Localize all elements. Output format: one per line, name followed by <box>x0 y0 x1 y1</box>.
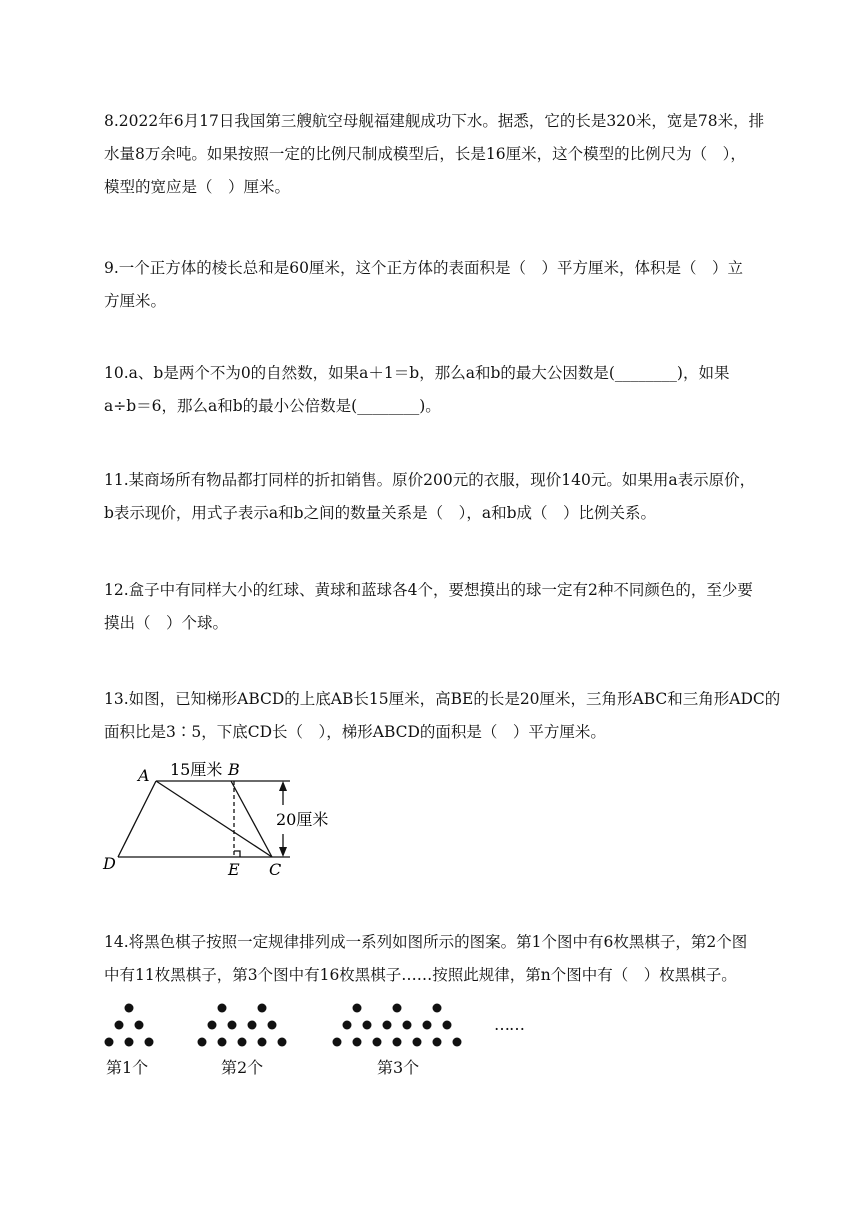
question-10-line-2: a÷b＝6，那么a和b的最小公倍数是(________)。 <box>104 397 441 415</box>
trapezoid-left-leg <box>118 781 156 857</box>
question-8-line-1: 8.2022年6月17日我国第三艘航空母舰福建舰成功下水。据悉，它的长是320米，宽是78米，排 <box>104 112 765 130</box>
piece <box>258 1004 267 1013</box>
piece <box>343 1021 352 1030</box>
pattern-label-2: 第2个 <box>221 1058 264 1077</box>
question-14-line-2: 中有11枚黑棋子，第3个图中有16枚黑棋子……按照此规律，第n个图中有（ ）枚黑棋子。 <box>104 966 737 984</box>
right-angle-mark <box>234 851 240 857</box>
question-9-line-1: 9.一个正方体的棱长总和是60厘米，这个正方体的表面积是（ ）平方厘米，体积是（ ）立 <box>104 259 744 277</box>
piece <box>403 1021 412 1030</box>
piece <box>413 1038 422 1047</box>
question-13-line-1: 13.如图，已知梯形ABCD的上底AB长15厘米，高BE的长是20厘米，三角形ABC和三角形ADC的 <box>104 690 781 708</box>
question-9-line-2: 方厘米。 <box>104 292 167 310</box>
piece <box>208 1021 217 1030</box>
question-8-line-2: 水量8万余吨。如果按照一定的比例尺制成模型后，长是16厘米，这个模型的比例尺为（ ）， <box>104 145 746 163</box>
question-8-line-3: 模型的宽应是（ ）厘米。 <box>104 178 291 196</box>
piece <box>383 1021 392 1030</box>
label-e: E <box>228 860 240 879</box>
label-b: B <box>228 760 240 779</box>
label-top-length: 15厘米 <box>170 760 223 779</box>
label-a: A <box>138 766 150 785</box>
piece <box>238 1038 247 1047</box>
question-14-line-1: 14.将黑色棋子按照一定规律排列成一系列如图所示的图案。第1个图中有6枚黑棋子，第2个图 <box>104 933 748 951</box>
piece <box>198 1038 207 1047</box>
piece <box>218 1038 227 1047</box>
label-height-length: 20厘米 <box>276 810 329 829</box>
piece <box>248 1021 257 1030</box>
trapezoid-right-leg <box>231 781 272 857</box>
question-11-line-2: b表示现价，用式子表示a和b之间的数量关系是（ ），a和b成（ ）比例关系。 <box>104 504 657 522</box>
piece <box>333 1038 342 1047</box>
question-12-line-2: 摸出（ ）个球。 <box>104 614 229 632</box>
question-13 <box>104 683 781 749</box>
question-11 <box>104 464 766 530</box>
piece <box>373 1038 382 1047</box>
piece <box>228 1021 237 1030</box>
pattern-ellipsis: …… <box>494 1015 524 1034</box>
piece <box>353 1004 362 1013</box>
question-11-line-1: 11.某商场所有物品都打同样的折扣销售。原价200元的衣服，现价140元。如果用a表示原价， <box>104 471 756 489</box>
question-10-line-1: 10.a、b是两个不为0的自然数，如果a＋1＝b，那么a和b的最大公因数是(________)，如果 <box>104 364 730 382</box>
piece <box>353 1038 362 1047</box>
diagonal-ac <box>156 781 272 857</box>
piece <box>423 1021 432 1030</box>
arrow-head-down <box>279 847 287 857</box>
question-8 <box>104 105 766 204</box>
label-c: C <box>269 860 282 879</box>
pattern-label-1: 第1个 <box>106 1058 149 1077</box>
piece <box>115 1021 124 1030</box>
piece <box>393 1038 402 1047</box>
label-d: D <box>103 854 116 873</box>
piece <box>268 1021 277 1030</box>
question-12-line-1: 12.盒子中有同样大小的红球、黄球和蓝球各4个，要想摸出的球一定有2种不同颜色的，至少要 <box>104 581 753 599</box>
piece <box>453 1038 462 1047</box>
piece <box>105 1038 114 1047</box>
piece <box>135 1021 144 1030</box>
piece <box>218 1004 227 1013</box>
piece <box>145 1038 154 1047</box>
piece <box>125 1038 134 1047</box>
question-10 <box>104 357 766 423</box>
piece <box>393 1004 402 1013</box>
piece <box>125 1004 134 1013</box>
question-14 <box>104 926 766 992</box>
question-13-line-2: 面积比是3∶5，下底CD长（ ），梯形ABCD的面积是（ ）平方厘米。 <box>104 723 606 741</box>
pattern-label-3: 第3个 <box>377 1058 420 1077</box>
piece <box>433 1004 442 1013</box>
piece <box>278 1038 287 1047</box>
piece <box>258 1038 267 1047</box>
arrow-head-up <box>279 781 287 791</box>
piece <box>433 1038 442 1047</box>
question-9 <box>104 252 766 318</box>
question-12 <box>104 574 766 640</box>
piece <box>443 1021 452 1030</box>
piece <box>363 1021 372 1030</box>
